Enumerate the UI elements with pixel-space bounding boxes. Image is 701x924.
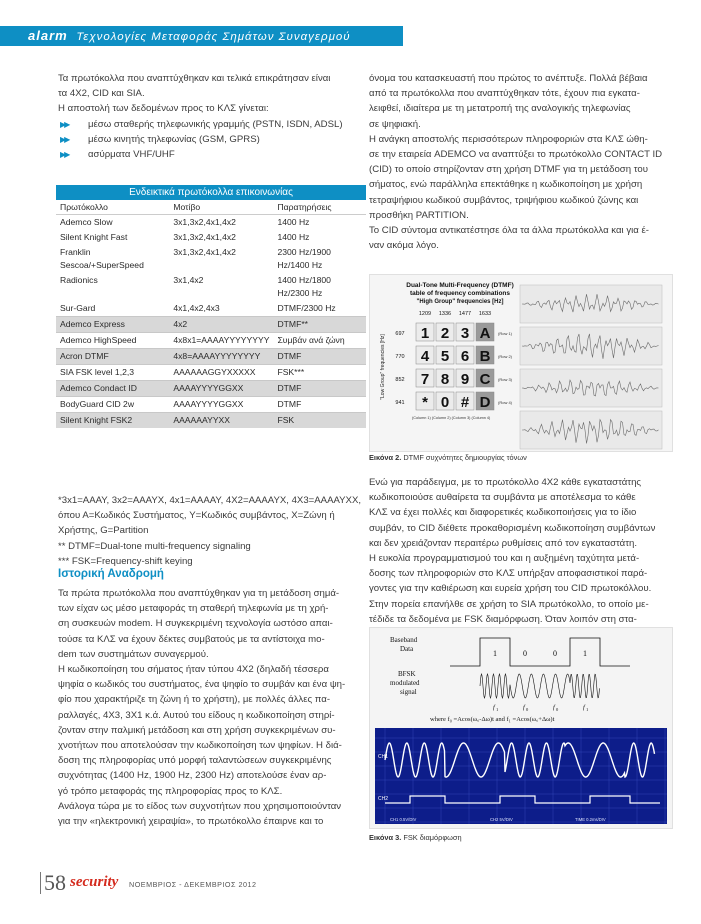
table-cell: 4x1,4x2,4x3	[169, 301, 273, 317]
intro-line: τα 4Χ2, CID και SIA.	[58, 88, 145, 100]
text-line: τούσε τα ΚΛΣ να έχουν δέκτες συμβατούς με τα αντίστοιχα mo-	[58, 633, 325, 645]
text-line: ραλλαγές, 4Χ3, 3Χ1 κ.ά. Αυτού του είδους η κωδικοποίηση στηρί-	[58, 709, 335, 721]
transmission-list	[58, 117, 358, 163]
text-line: ΚΛΣ να έχει πολλές και διαφορετικές κωδικοποιήσεις για το ίδιο	[369, 507, 637, 519]
table-cell: Franklin Sescoa/+SuperSpeed	[56, 245, 169, 273]
text-line: λειφθεί, ιδιαίτερα με τη μετατροπή της αναλογικής τηλεφωνίας	[369, 103, 631, 115]
section-subtitle: Τεχνολογίες Μεταφοράς Σημάτων Συναγερμού	[76, 31, 351, 43]
protocols-table	[56, 185, 366, 428]
right-middle-text	[369, 475, 671, 627]
note-line: *** FSK=Frequency-shift keying	[58, 555, 193, 567]
text-line: ναν ακόμα λόγο.	[369, 240, 439, 252]
signal-label: signal	[400, 688, 417, 696]
intro-line: Η αποστολή των δεδομένων προς το ΚΛΣ γίνεται:	[58, 103, 269, 115]
text-line: γοντες για την καθιέρωση και ευρεία χρήση του CID πρωτοκόλλου.	[369, 583, 652, 595]
protocols-table-box	[56, 185, 366, 428]
list-item-text: ασύρματα VHF/UHF	[88, 149, 175, 161]
double-arrow-icon: ▶▶	[60, 134, 69, 144]
text-line: ση συσκευών modem. Η συγκεκριμένη τεχνολογία ωστόσο απαι-	[58, 618, 333, 630]
fsk-figure	[369, 627, 673, 829]
channel-label: CH2	[378, 796, 389, 802]
text-line: όνομα του κατασκευαστή που πρώτος το ανέπτυξε. Πολλά βέβαια	[369, 73, 648, 84]
table-cell: Acron DTMF	[56, 349, 169, 365]
text-line: των είχαν ως μέσο μεταφοράς τη σταθερή τηλεφωνία με τη χρή-	[58, 603, 329, 615]
issue-date: ΝΟΕΜΒΡΙΟΣ - ΔΕΚΕΜΒΡΙΟΣ 2012	[129, 880, 257, 889]
keypad-key-label: D	[479, 394, 491, 411]
keypad-key-label: 5	[440, 348, 450, 365]
text-line: συχνότητας (1400 Hz, 1900 Hz, 2300 Hz) αποτελούσε έναν αρ-	[58, 770, 327, 782]
table-cell: 4x8x1=AAAAYYYYYYYY	[169, 333, 273, 349]
bit-label: 1	[583, 649, 587, 658]
table-notes	[58, 493, 363, 569]
text-line: Ενώ για παράδειγμα, με το πρωτόκολλο 4Χ2 κάθε εγκαταστάτης	[369, 477, 642, 488]
high-frequency-label: 1336	[438, 311, 452, 317]
frequency-subscript: 0	[526, 707, 529, 712]
table-cell: Radionics	[56, 273, 169, 301]
row-label: (Row 3)	[498, 377, 513, 382]
scope-readout: TIME 0.2ms/DIV	[575, 817, 606, 822]
table-cell: Ademco Condact ID	[56, 381, 169, 397]
table-row	[56, 301, 366, 317]
table-cell: BodyGuard CID 2w	[56, 397, 169, 413]
table-row	[56, 413, 366, 429]
column-header: Πρωτόκολλο	[56, 200, 169, 215]
formula: where f₀ =Acos(ω꜀-Δω)t and f₁ =Acos(ω꜀+Δω)t	[430, 716, 555, 723]
text-line: τέδιδε τα δεδομένα με FSK διαμόρφωση. Όταν λοιπόν στη στα-	[369, 613, 637, 625]
low-frequency-label: 697	[395, 331, 405, 337]
scope-readout: CH2 5V/DIV	[490, 817, 513, 822]
scope-readout: CH1 0.5V/DIV	[390, 817, 417, 822]
text-line: δοσης των πληροφοριών στο ΚΛΣ υπήρξαν αποφασιστικοί παρά-	[369, 568, 648, 580]
bit-label: 0	[523, 649, 527, 658]
table-cell: Silent Knight FSK2	[56, 413, 169, 429]
section-banner	[0, 26, 403, 46]
fsk-diagram	[370, 628, 672, 828]
text-line: Η ανάγκη αποστολής περισσότερων πληροφοριών στα ΚΛΣ ώθη-	[369, 133, 648, 145]
list-item-text: μέσω κινητής τηλεφωνίας (GSM, GPRS)	[88, 133, 260, 145]
left-intro	[58, 71, 358, 162]
text-line: δοση της πληροφορίας υπό μορφή ταλαντώσεων συγκεκριμένης	[58, 755, 332, 767]
right-top-text	[369, 71, 671, 253]
keypad-key-label: 6	[460, 348, 470, 365]
brand-name: alarm	[28, 28, 68, 43]
frequency-label: f	[523, 704, 525, 711]
keypad-key-label: 7	[420, 371, 430, 388]
high-frequency-label: 1633	[478, 311, 492, 317]
table-cell: Ademco HighSpeed	[56, 333, 169, 349]
text-line: Στην πορεία επανήλθε σε χρήση το SIA πρωτόκολλο, το οποίο με-	[369, 598, 649, 610]
table-cell: 3x1,3x2,4x1,4x2	[169, 245, 273, 273]
note-line: όπου Α=Κωδικός Συστήματος, Y=Κωδικός συμβάντος, X=Ζώνη ή	[58, 510, 335, 522]
list-item	[58, 147, 358, 162]
text-line: Ανάλογα τώρα με το είδος των συχνοτήτων που χρησιμοποιούνταν	[58, 800, 342, 812]
low-frequency-label: 941	[395, 400, 405, 406]
magazine-logo: security	[70, 874, 119, 890]
row-label: (Row 2)	[498, 354, 513, 359]
table-title: Ενδεικτικά πρωτόκολλα επικοινωνίας	[56, 185, 366, 200]
text-line: χνοτήτων που αποτελούσαν την κωδικοποίηση των ψηφίων. Η διά-	[58, 740, 342, 752]
text-line: Το CID σύντομα αντικατέστησε όλα τα άλλα πρωτόκολλα και για έ-	[369, 225, 649, 237]
keypad-key-label: 1	[420, 325, 430, 342]
table-row	[56, 215, 366, 231]
text-line: τετραψήφιου κωδικού συμβάντος, τριψήφιου κωδικού ζώνης και	[369, 194, 639, 206]
table-cell: DTMF	[273, 381, 366, 397]
table-cell: DTMF**	[273, 317, 366, 333]
table-cell: Ademco Slow	[56, 215, 169, 231]
table-cell: Συμβάν ανά ζώνη	[273, 333, 366, 349]
low-frequency-label: 852	[395, 377, 405, 383]
channel-label: CH1	[378, 754, 389, 760]
text-line: γό τρόπο μεταφοράς της πληροφορίας προς το ΚΛΣ.	[58, 785, 283, 797]
text-line: από τα πρωτόκολλα που αναπτύχθηκαν τότε, έχουν πια εγκατα-	[369, 88, 640, 100]
table-row	[56, 317, 366, 333]
double-arrow-icon: ▶▶	[60, 119, 69, 129]
table-row	[56, 273, 366, 301]
table-cell: DTMF/2300 Hz	[273, 301, 366, 317]
text-line: για την «ηλεκτρονική χειραψία», το πρωτόκολλο έπαιρνε και το	[58, 816, 324, 828]
table-cell: 3x1,3x2,4x1,4x2	[169, 215, 273, 231]
text-line: σήματος, ενώ παράλληλα επεκτάθηκε η κωδικοποίηση με χρήση	[369, 179, 643, 191]
keypad-key-label: 9	[460, 371, 470, 388]
signal-label: Baseband	[390, 636, 418, 644]
table-cell: 1400 Hz/1800 Hz/2300 Hz	[273, 273, 366, 301]
text-line: Τα πρώτα πρωτόκολλα που αναπτύχθηκαν για τη μετάδοση σημά-	[58, 588, 340, 599]
keypad-key-label: A	[479, 325, 491, 342]
text-line: (CID) το οποίο στηρίζονταν στη χρήση DTMF για τη μετάδοση του	[369, 164, 648, 176]
list-item	[58, 117, 358, 132]
text-line: φίο που χαρακτήριζε τη ζώνη ή το χρήστη), με πολλές άλλες πα-	[58, 694, 331, 706]
keypad-key-label: 4	[420, 348, 430, 365]
figure-title: table of frequency combinations	[409, 290, 511, 297]
table-cell: AAAAAAYYXX	[169, 413, 273, 429]
table-cell: 3x1,4x2	[169, 273, 273, 301]
text-line: και δεν χρειάζονταν περαιτέρω ρυθμίσεις από τον εγκαταστάτη.	[369, 537, 637, 549]
column-header: Μοτίβο	[169, 200, 273, 215]
table-cell: 2300 Hz/1900 Hz/1400 Hz	[273, 245, 366, 273]
table-row	[56, 397, 366, 413]
table-cell: AAAAAAGGYXXXXX	[169, 365, 273, 381]
figure-caption	[369, 833, 462, 842]
waveform-panel	[520, 327, 662, 365]
frequency-label: f	[553, 704, 555, 711]
figure-subtitle: "High Group" frequencies [Hz]	[416, 299, 504, 305]
table-row	[56, 381, 366, 397]
keypad-key-label: 2	[440, 325, 450, 342]
keypad-key-label: #	[460, 394, 470, 411]
intro-line: Τα πρωτόκολλα που αναπτύχθηκαν και τελικά επικράτησαν είναι	[58, 73, 331, 84]
keypad-key-label: *	[422, 394, 428, 411]
keypad-key-label: B	[479, 348, 491, 365]
caption-text: DTMF συχνότητες δημιουργίας τόνων	[403, 453, 527, 462]
table-cell: 4x2	[169, 317, 273, 333]
text-line: σε την εταιρεία ADEMCO να αναπτύξει το πρωτόκολλο CONTACT ID	[369, 149, 663, 161]
table-cell: FSK***	[273, 365, 366, 381]
bit-label: 1	[493, 649, 497, 658]
text-line: συμβάν, το CID διέθετε προκαθορισμένη κωδικοποίηση συμβάντων	[369, 522, 656, 534]
signal-label: modulated	[390, 679, 420, 687]
table-cell: Ademco Express	[56, 317, 169, 333]
table-cell: 3x1,3x2,4x1,4x2	[169, 230, 273, 245]
axis-label: "Low Group" frequencies [Hz]	[380, 334, 386, 400]
caption-label: Εικόνα 2.	[369, 453, 402, 462]
table-cell: FSK	[273, 413, 366, 429]
text-line: dem των συστημάτων συναγερμού.	[58, 648, 209, 660]
table-cell: 1400 Hz	[273, 215, 366, 231]
high-frequency-label: 1209	[418, 311, 432, 317]
keypad-key-label: 0	[440, 394, 450, 411]
footer-divider	[40, 872, 41, 894]
table-cell: 4x8=AAAAYYYYYYYY	[169, 349, 273, 365]
double-arrow-icon: ▶▶	[60, 150, 69, 160]
text-line: ζονταν στην παλμική μετάδοση και στη χρήση συγκεκριμένων συ-	[58, 724, 336, 736]
dtmf-figure	[369, 274, 673, 452]
dtmf-diagram	[370, 275, 672, 451]
text-line: Η κωδικοποίηση του σήματος ήταν τύπου 4Χ2 (δηλαδή τέσσερα	[58, 664, 329, 676]
row-label: (Row 1)	[498, 331, 513, 336]
table-row	[56, 365, 366, 381]
signal-label: Data	[400, 645, 414, 653]
text-line: ψηφία ο κωδικός του συστήματος, ένα ψηφίο το συμβάν και ένα ψη-	[58, 679, 346, 691]
column-header: Παρατηρήσεις	[273, 200, 366, 215]
table-row	[56, 245, 366, 273]
keypad-key-label: 8	[440, 371, 450, 388]
table-cell: Sur-Gard	[56, 301, 169, 317]
high-frequency-label: 1477	[458, 311, 472, 317]
frequency-subscript: 1	[586, 707, 589, 712]
signal-label: BFSK	[398, 670, 416, 678]
table-row	[56, 349, 366, 365]
frequency-subscript: 1	[496, 707, 499, 712]
list-item	[58, 132, 358, 147]
low-frequency-label: 770	[395, 354, 405, 360]
protocols-table-body	[56, 215, 366, 429]
text-line: προσθήκη PARTITION.	[369, 209, 469, 221]
note-line: *3x1=AAAY, 3x2=AAAYX, 4x1=AAAAY, 4X2=AAAAYX, 4X3=AAAAYXX,	[58, 495, 362, 506]
column-note: (Column 1) (Column 2) (Column 3) (Column 4)	[412, 416, 491, 420]
figure-caption	[369, 453, 527, 462]
table-row	[56, 333, 366, 349]
keypad-key-label: 3	[460, 325, 470, 342]
note-line: Χρήστης, G=Partition	[58, 525, 149, 537]
table-cell: AAAAYYYYGGXX	[169, 381, 273, 397]
frequency-subscript: 0	[556, 707, 559, 712]
table-cell: DTMF	[273, 349, 366, 365]
caption-label: Εικόνα 3.	[369, 833, 402, 842]
frequency-label: f	[493, 704, 495, 711]
table-cell: Silent Knight Fast	[56, 230, 169, 245]
table-cell: AAAAYYYYGGXX	[169, 397, 273, 413]
keypad-key-label: C	[479, 371, 491, 388]
text-line: κωδικοποιούσε αυθαίρετα τα συμβάντα με αποτέλεσμα το κάθε	[369, 492, 636, 504]
caption-text: FSK διαμόρφωση	[403, 833, 462, 842]
table-cell: DTMF	[273, 397, 366, 413]
text-line: σε ψηφιακή.	[369, 118, 421, 130]
section-heading: Ιστορική Αναδρομή	[58, 568, 164, 580]
page-number: 58	[44, 870, 66, 895]
note-line: ** DTMF=Dual-tone multi-frequency signaling	[58, 540, 251, 552]
figure-title: Dual-Tone Multi-Frequency (DTMF)	[406, 282, 514, 289]
history-text	[58, 586, 360, 829]
bit-label: 0	[553, 649, 557, 658]
text-line: Η ευκολία προγραμματισμού του και η αυξημένη ταχύτητα μετά-	[369, 553, 640, 565]
frequency-label: f	[583, 704, 585, 711]
table-cell: 1400 Hz	[273, 230, 366, 245]
table-cell: SIA FSK level 1,2,3	[56, 365, 169, 381]
table-row	[56, 230, 366, 245]
list-item-text: μέσω σταθερής τηλεφωνικής γραμμής (PSTN, ISDN, ADSL)	[88, 118, 343, 130]
row-label: (Row 4)	[498, 400, 513, 405]
